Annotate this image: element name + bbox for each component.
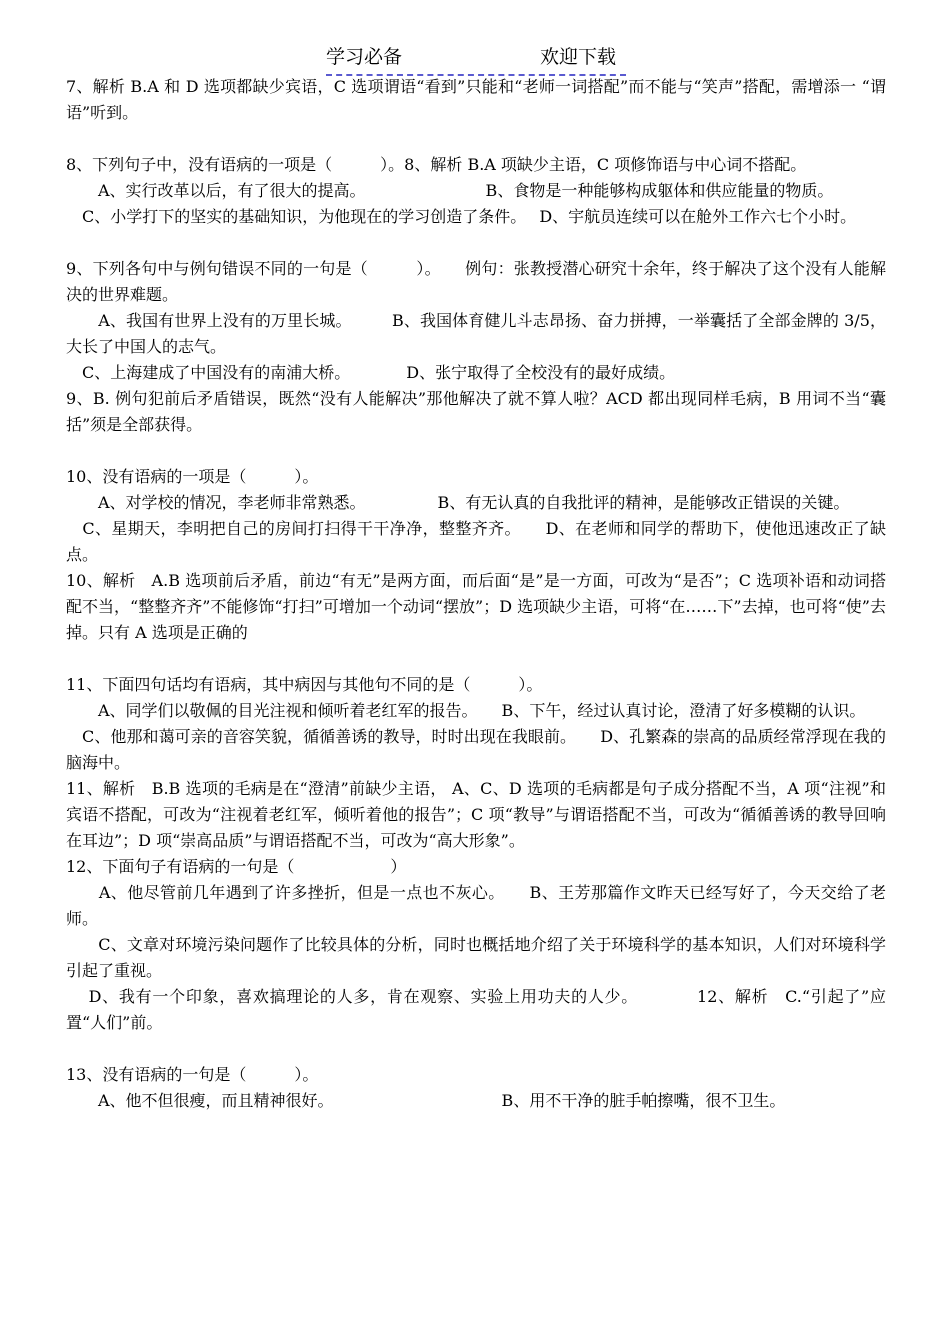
text-line: A、同学们以敬佩的目光注视和倾听着老红军的报告。 B、下午，经过认真讨论，澄清了好多模糊的认识。: [66, 701, 866, 720]
text-line: A、我国有世界上没有的万里长城。 B、我国体育健儿斗志昂扬、奋力拼搏，一举囊括了全部金牌的 3/5，大长了中国人的志气。: [66, 311, 886, 356]
text-line: 8、下列句子中，没有语病的一项是（ ）。8、解析 B.A 项缺少主语，C 项修饰语与中心词不搭配。: [66, 155, 807, 174]
text-line: D、我有一个印象，喜欢搞理论的人多，肯在观察、实验上用功夫的人少。 12、解析 C.“引起了”应置“人们”前。: [66, 987, 886, 1032]
text-line: 13、没有语病的一句是（ ）。: [66, 1065, 319, 1084]
text-line: 11、下面四句话均有语病，其中病因与其他句不同的是（ ）。: [66, 675, 543, 694]
text-line: C、小学打下的坚实的基础知识，为他现在的学习创造了条件。 D、宇航员连续可以在舱外工作六七个小时。: [66, 207, 857, 226]
text-line: A、他尽管前几年遇到了许多挫折，但是一点也不灰心。 B、王芳那篇作文昨天已经写好了，今天交给了老师。: [66, 883, 886, 928]
blank-line: [66, 1036, 886, 1062]
text-line: 11、解析 B.B 选项的毛病是在“澄清”前缺少主语， A、C、D 选项的毛病都是句子成分搭配不当，A 项“注视”和宾语不搭配，可改为“注视着老红军，倾听着他的报告”；C 项“教导”与谓语搭配不当，可改为“循循善诱的教导回响在耳边”；D 项“崇高品质”与谓语搭配不当，可改为“高大形象”。: [66, 779, 886, 850]
blank-line: [66, 126, 886, 152]
text-line: A、对学校的情况，李老师非常熟悉。 B、有无认真的自我批评的精神，是能够改正错误的关键。: [66, 493, 850, 512]
text-line: C、文章对环境污染问题作了比较具体的分析，同时也概括地介绍了关于环境科学的基本知识，人们对环境科学引起了重视。: [66, 935, 886, 980]
blank-line: [66, 438, 886, 464]
text-line: 10、解析 A.B 选项前后矛盾，前边“有无”是两方面，而后面“是”是一方面，可改为“是否”；C 选项补语和动词搭配不当，“整整齐齐”不能修饰“打扫”可增加一个动词“摆放”；D 选项缺少主语，可将“在……下”去掉，也可将“使”去掉。只有 A 选项是正确的: [66, 571, 886, 642]
page-header: [326, 44, 626, 76]
document-body: [66, 74, 886, 1114]
text-line: A、他不但很瘦，而且精神很好。 B、用不干净的脏手帕擦嘴，很不卫生。: [66, 1091, 786, 1110]
text-line: C、他那和蔼可亲的音容笑貌，循循善诱的教导，时时出现在我眼前。 D、孔繁森的崇高的品质经常浮现在我的脑海中。: [66, 727, 886, 772]
text-line: C、星期天，李明把自己的房间打扫得干干净净，整整齐齐。 D、在老师和同学的帮助下，使他迅速改正了缺点。: [66, 519, 886, 564]
header-right-text: 欢迎下载: [540, 46, 617, 68]
text-line: C、上海建成了中国没有的南浦大桥。 D、张宁取得了全校没有的最好成绩。: [66, 363, 676, 382]
blank-line: [66, 230, 886, 256]
text-line: 7、解析 B.A 和 D 选项都缺少宾语，C 选项谓语“看到”只能和“老师一词搭配”而不能与“笑声”搭配，需增添一 “谓语”听到。: [66, 77, 886, 122]
text-line: 10、没有语病的一项是（ ）。: [66, 467, 319, 486]
text-line: 9、B. 例句犯前后矛盾错误，既然“没有人能解决”那他解决了就不算人啦？ACD 都出现同样毛病，B 用词不当“囊括”须是全部获得。: [66, 389, 886, 434]
blank-line: [66, 646, 886, 672]
text-line: 12、下面句子有语病的一句是（ ）: [66, 857, 407, 876]
header-left-text: 学习必备: [326, 46, 403, 68]
text-line: A、实行改革以后，有了很大的提高。 B、食物是一种能够构成躯体和供应能量的物质。: [66, 181, 834, 200]
text-line: 9、下列各句中与例句错误不同的一句是（ ）。 例句：张教授潜心研究十余年，终于解决了这个没有人能解决的世界难题。: [66, 259, 886, 304]
